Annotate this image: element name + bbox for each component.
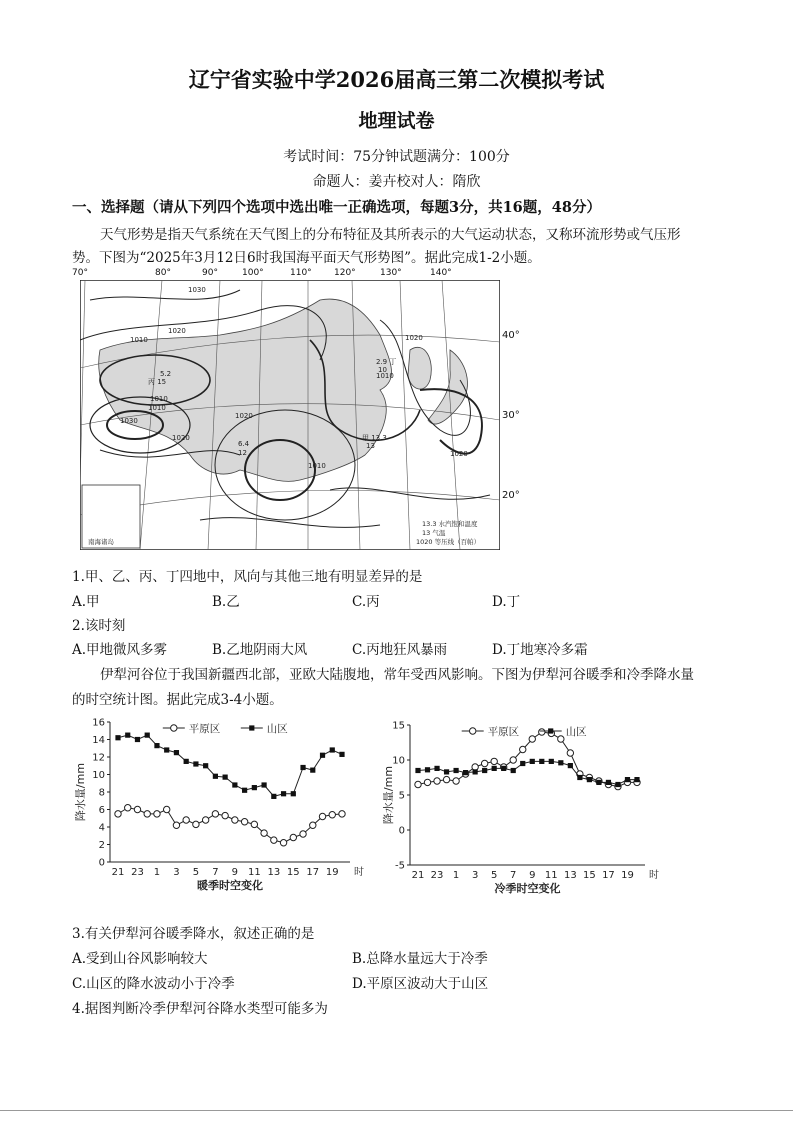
data-point-plain [212,811,218,817]
x-axis-label: 时 [354,867,364,878]
q3-option-d[interactable]: D.平原区波动大于山区 [352,976,489,992]
data-point-mountain [587,777,592,782]
isobar-label: 1010 [130,336,148,344]
warm-season-chart [72,712,372,897]
x-tick-label: 3 [173,867,180,878]
data-point-plain [434,778,440,784]
data-point-mountain [339,752,344,757]
x-tick-label: 5 [192,867,200,878]
isobar-label: 1030 [120,417,138,425]
data-point-mountain [549,759,554,764]
data-point-plain [310,822,316,828]
data-point-plain [491,758,497,764]
data-point-plain [183,817,189,823]
x-tick-label: 17 [602,870,615,881]
data-point-mountain [596,780,601,785]
data-point-mountain [615,782,620,787]
isobar-label: 1010 [148,404,166,412]
x-tick-label: 9 [231,867,239,878]
q2-option-c[interactable]: C.丙地狂风暴雨 [352,642,448,658]
data-point-plain [472,764,478,770]
station-label: 13 [366,442,375,450]
data-point-mountain [223,775,228,780]
data-point-plain [329,812,335,818]
data-point-plain [520,746,526,752]
data-point-plain [115,811,121,817]
station-label: 10 [378,366,387,374]
chart-title: 冷季时空变化 [494,882,561,895]
data-point-plain [481,760,487,766]
x-tick-label: 21 [411,870,425,881]
lon-labels [72,268,512,280]
data-point-mountain [145,733,150,738]
x-tick-label: 1 [452,870,460,881]
data-point-mountain [568,763,573,768]
x-tick-label: 15 [583,870,596,881]
lon-label: 120° [334,268,356,278]
data-point-plain [261,830,267,836]
data-point-mountain [125,733,130,738]
legend-marker-plain [171,725,177,731]
data-point-plain [280,840,286,846]
data-point-mountain [434,766,439,771]
q3-option-b[interactable]: B.总降水量远大于冷季 [352,951,488,967]
data-point-mountain [164,747,169,752]
y-tick-label: 14 [92,735,105,746]
data-point-mountain [135,737,140,742]
page-title: 辽宁省实验中学2026届高三第二次模拟考试 [188,67,605,92]
page-subtitle: 地理试卷 [358,110,435,132]
data-point-mountain [320,753,325,758]
isobar-label: 1020 [450,450,468,458]
isobar-label: 1020 [172,434,190,442]
legend-item: 13 气温 [422,529,446,537]
weather-map-figure [80,280,500,550]
data-point-plain [510,757,516,763]
data-point-mountain [184,759,189,764]
data-point-mountain [252,785,257,790]
x-tick-label: 17 [306,867,320,878]
question-1-stem: 1.甲、乙、丙、丁四地中，风向与其他三地有明显差异的是 [72,569,423,585]
data-point-mountain [520,761,525,766]
data-point-mountain [232,782,237,787]
y-axis-label: 降水量/mm [74,762,87,822]
q3-option-c[interactable]: C.山区的降水波动小于冷季 [72,976,235,992]
y-tick-label: 16 [92,717,105,729]
isobar-label: 1010 [376,372,394,380]
y-tick-label: 4 [98,822,105,834]
data-point-mountain [281,791,286,796]
data-point-plain [193,821,199,827]
data-point-mountain [634,777,639,782]
series-line-mountain [418,761,637,784]
lat-label: 30° [502,410,520,421]
station-label: 6.4 [238,440,250,448]
y-tick-label: 10 [392,755,405,767]
korea-land [408,347,431,389]
q1-option-a[interactable]: A.甲 [72,594,100,610]
data-point-plain [290,834,296,840]
question-3-stem: 3.有关伊犁河谷暖季降水，叙述正确的是 [72,926,315,942]
q3-option-a[interactable]: A.受到山谷风影响较大 [72,951,208,967]
x-tick-label: 11 [544,870,558,881]
q2-option-d[interactable]: D.丁地寒冷多霜 [492,642,588,658]
isobar-label: 1020 [235,412,253,420]
x-tick-label: 23 [430,870,444,881]
data-point-mountain [492,766,497,771]
data-point-mountain [203,763,208,768]
data-point-mountain [444,769,449,774]
data-point-mountain [193,761,198,766]
section-heading: 一、选择题（请从下列四个选项中选出唯一正确选项，每题3分，共16题，48分） [72,199,601,216]
data-point-plain [202,817,208,823]
y-tick-label: 15 [392,720,405,732]
x-tick-label: 13 [267,867,281,878]
lon-label [80,280,93,281]
isobar-label: 1020 [168,327,186,335]
page-bottom-rule [0,1110,793,1111]
x-tick-label: 1 [153,867,161,878]
x-tick-label: 5 [490,870,498,881]
y-tick-label: 6 [98,805,105,816]
intro2-line-2: 的时空统计图。据此完成3-4小题。 [72,692,283,708]
data-point-plain [558,736,564,742]
station-label: 2.9 丁 [376,358,397,366]
station-label: 12 [238,449,247,457]
data-point-mountain [213,774,218,779]
legend-marker-mountain [548,728,553,733]
q2-option-b[interactable]: B.乙地阴雨大风 [212,642,308,658]
data-point-mountain [482,768,487,773]
legend-item: 1020 等压线（百帕） [416,538,481,546]
data-point-plain [173,822,179,828]
y-tick-label: 12 [92,752,105,764]
data-point-plain [271,837,277,843]
data-point-plain [163,806,169,812]
legend-label-plain: 平原区 [188,723,221,735]
x-tick-label: 23 [131,867,144,878]
data-point-plain [134,806,140,812]
exam-authors: 命题人：姜卉校对人：隋欣 [312,174,481,190]
legend-item: 13.3 水汽饱和温度 [422,520,478,528]
data-point-mountain [271,794,276,799]
data-point-mountain [174,750,179,755]
station-label: 5.2 [160,370,172,378]
exam-info: 考试时间：75分钟试题满分：100分 [283,149,510,165]
lat-label: 40° [502,330,520,341]
lon-label: 100° [242,268,264,278]
q1-option-d[interactable]: D.丁 [492,594,521,610]
data-point-plain [319,813,325,819]
lon-label: 90° [202,268,218,278]
weather-map [80,280,500,550]
x-tick-label: 13 [563,870,577,881]
data-point-mountain [330,747,335,752]
lon-label: 140° [430,268,452,278]
data-point-mountain [511,768,516,773]
y-tick-label: 8 [98,787,105,799]
intro-line-1: 天气形势是指天气系统在天气图上的分布特征及其所表示的大气运动状态，又称环流形势或气压形 [100,227,681,243]
isobar-label: 1010 [150,395,168,403]
data-point-mountain [453,768,458,773]
legend-label-mountain: 山区 [565,726,587,738]
chart-title: 暖季时空变化 [197,879,263,892]
legend-marker-plain [470,728,476,734]
lon-label: 130° [380,268,402,278]
x-tick-label: 7 [212,867,219,878]
cold-season-chart [380,715,670,900]
y-tick-label: 10 [92,770,105,781]
q1-option-c[interactable]: C.丙 [352,594,380,610]
x-tick-label: 3 [471,870,479,881]
data-point-mountain [291,791,296,796]
data-point-mountain [501,766,506,771]
x-tick-label: 15 [286,867,300,878]
data-point-mountain [473,769,478,774]
data-point-plain [144,811,150,817]
intro-line-2: 势。下图为“2025年3月12日6时我国海平面天气形势图”。据此完成1-2小题。 [72,250,541,266]
data-point-mountain [300,765,305,770]
legend-label-mountain: 山区 [266,723,288,735]
x-tick-label: 9 [529,870,536,881]
data-point-plain [154,811,160,817]
y-tick-label: 5 [398,790,405,802]
x-tick-label: 19 [621,870,634,881]
data-point-mountain [242,788,247,793]
y-tick-label: -5 [395,860,405,872]
data-point-plain [232,817,238,823]
data-point-plain [241,819,247,825]
data-point-plain [567,750,573,756]
x-tick-label: 21 [111,867,125,878]
data-point-mountain [530,759,535,764]
data-point-plain [529,736,535,742]
data-point-plain [125,805,131,811]
intro2-line-1: 伊犁河谷位于我国新疆西北部，亚欧大陆腹地，常年受西风影响。下图为伊犁河谷暖季和冷季降水量 [100,667,694,683]
data-point-plain [539,729,545,735]
data-point-plain [424,779,430,785]
data-point-mountain [154,743,159,748]
y-tick-label: 2 [98,840,105,851]
x-tick-label: 19 [325,867,339,878]
series-line-mountain [118,735,342,796]
data-point-mountain [463,770,468,775]
data-point-plain [300,831,306,837]
y-tick-label: 0 [398,825,405,837]
data-point-mountain [261,782,266,787]
station-label: 丙 15 [148,378,167,386]
data-point-mountain [606,780,611,785]
data-point-plain [453,778,459,784]
data-point-plain [339,811,345,817]
series-line-plain [118,808,342,843]
data-point-mountain [558,760,563,765]
question-2-stem: 2.该时刻 [72,618,126,634]
isobar-label: 1030 [188,286,206,294]
data-point-plain [415,781,421,787]
x-tick-label: 7 [510,870,517,881]
data-point-mountain [115,735,120,740]
x-tick-label: 11 [247,867,261,878]
lon-label: 110° [290,268,312,278]
y-tick-label: 0 [98,857,105,869]
series-line-plain [418,732,637,787]
lon-label: 80° [155,268,171,278]
data-point-mountain [577,775,582,780]
inset-label: 南海诸岛 [88,538,114,546]
q1-option-b[interactable]: B.乙 [212,594,240,610]
question-4-stem: 4.据图判断冷季伊犁河谷降水类型可能多为 [72,1001,328,1017]
data-point-plain [251,821,257,827]
data-point-mountain [539,759,544,764]
lat-label: 20° [502,490,520,501]
x-axis-label: 时 [649,870,659,881]
data-point-plain [443,776,449,782]
data-point-mountain [625,777,630,782]
y-axis-label: 降水量/mm [382,765,395,825]
data-point-plain [222,812,228,818]
isobar-label: 1010 [308,462,326,470]
q2-option-a[interactable]: A.甲地微风多雾 [72,642,168,658]
data-point-mountain [310,768,315,773]
legend-marker-mountain [249,725,254,730]
isobar-label: 1020 [405,334,423,342]
station-label: 甲 13.3 [362,434,387,442]
data-point-mountain [415,768,420,773]
legend-label-plain: 平原区 [487,726,520,738]
data-point-mountain [425,767,430,772]
lon-label: 70° [72,268,88,278]
